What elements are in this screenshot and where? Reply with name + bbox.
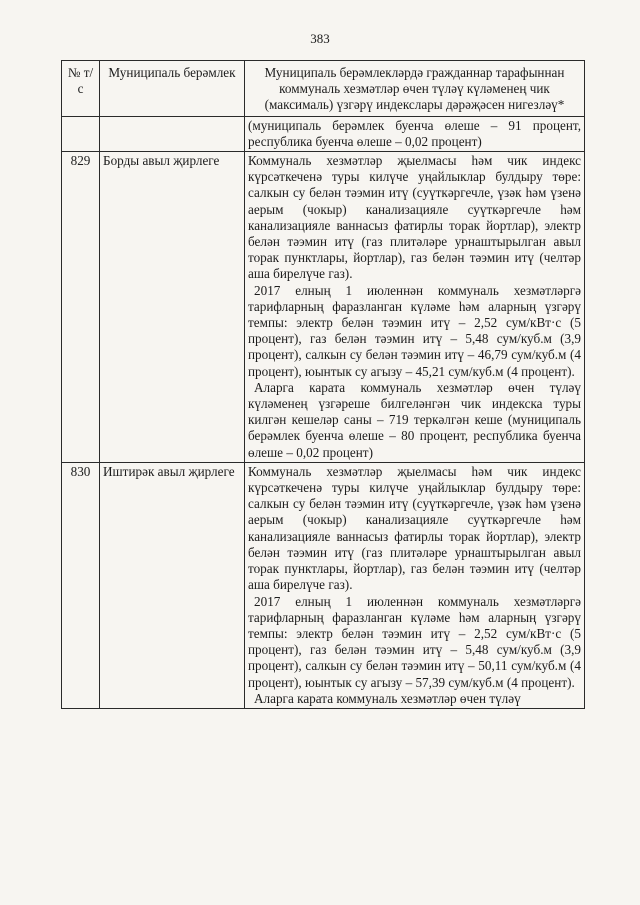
header-indicator: Муниципаль берәмлекләрдә гражданнар тарафыннан коммуналь хезмәтләр өчен түләү күләменең чик (максималь) үзгәрү индекслары дәрәҗәсен нигезләү*: [245, 61, 585, 117]
continuation-row: [62, 116, 585, 151]
row-number: 829: [62, 152, 100, 463]
table-header-row: [62, 61, 585, 117]
continuation-paragraph: (муниципаль берәмлек буенча өлеше – 91 процент, республика буенча өлеше – 0,02 процент): [248, 117, 581, 149]
indicator-text-cell: [245, 152, 585, 463]
municipality-name: Иштирәк авыл җирлеге: [100, 462, 245, 708]
continuation-num-cell: [62, 116, 100, 151]
tariffs-paragraph: 2017 елның 1 июленнән коммуналь хезмәтләргә тарифларның фаразланган күләме һәм аларның үзгәрү темпы: электр белән тәэмин итү – 2,52 сум/кВт·с (5 процент), газ белән тәэмин итү – 5,48 сум/куб.м (3,9 процент), салкын су белән тәэмин итү – 46,79 сум/куб.м (4 процент), юынтык су агызу – 45,21 сум/куб.м (4 процент).: [248, 282, 581, 379]
header-municipality: Муниципаль берәмлек: [100, 61, 245, 117]
amenities-paragraph: Коммуналь хезмәтләр җыелмасы һәм чик индекс күрсәткеченә туры килүче уңайлыклар булдыру төре: салкын су белән тәэмин итү (суүткәргечле, үзәк һәм үзенә аерым (чокыр) канализацияле суүткәргечле һәм канализацияле ваннасыз фатирлы торак йортлар), электр белән тәэмин итү (газ плитәләре урнаштырылган авыл торак пунктлары, йортлар), газ белән тәэмин итү (челтәр аша бирелүче газ).: [248, 153, 581, 282]
municipality-name: Борды авыл җирлеге: [100, 152, 245, 463]
population-paragraph: Аларга карата коммуналь хезмәтләр өчен түләү күләменең үзгәреше билгеләнгән чик индекска туры килгән кешеләр саны – 719 теркәлгән кеше (муниципаль берәмлек буенча өлеше – 80 процент, республика буенча өлеше – 0,02 процент): [248, 379, 581, 460]
row-number: 830: [62, 462, 100, 708]
population-paragraph: Аларга карата коммуналь хезмәтләр өчен түләү: [254, 690, 521, 706]
municipal-index-table: [61, 60, 585, 709]
continuation-text-cell: [245, 116, 585, 151]
table-row: [62, 462, 585, 708]
amenities-paragraph: Коммуналь хезмәтләр җыелмасы һәм чик индекс күрсәткеченә туры килүче уңайлыклар булдыру төре: салкын су белән тәэмин итү (суүткәргечле, үзәк һәм үзенә аерым (чокыр) канализацияле суүткәргечле һәм канализацияле ваннасыз фатирлы торак йортлар), электр белән тәэмин итү (газ плитәләре урнаштырылган авыл торак пунктлары, йортлар), газ белән тәэмин итү (челтәр аша бирелүче газ).: [248, 463, 581, 593]
tariffs-paragraph: 2017 елның 1 июленнән коммуналь хезмәтләргә тарифларның фаразланган күләме һәм аларның үзгәрү темпы: электр белән тәэмин итү – 2,52 сум/кВт·с (5 процент), газ белән тәэмин итү – 5,48 сум/куб.м (3,9 процент), салкын су белән тәэмин итү – 50,11 сум/куб.м (4 процент), юынтык су агызу – 57,39 сум/куб.м (4 процент).: [248, 593, 581, 690]
table-row: [62, 152, 585, 463]
page-number: 383: [310, 31, 330, 46]
header-num: № т/с: [62, 61, 100, 117]
indicator-text-cell: [245, 462, 585, 708]
continuation-municipality-cell: [100, 116, 245, 151]
